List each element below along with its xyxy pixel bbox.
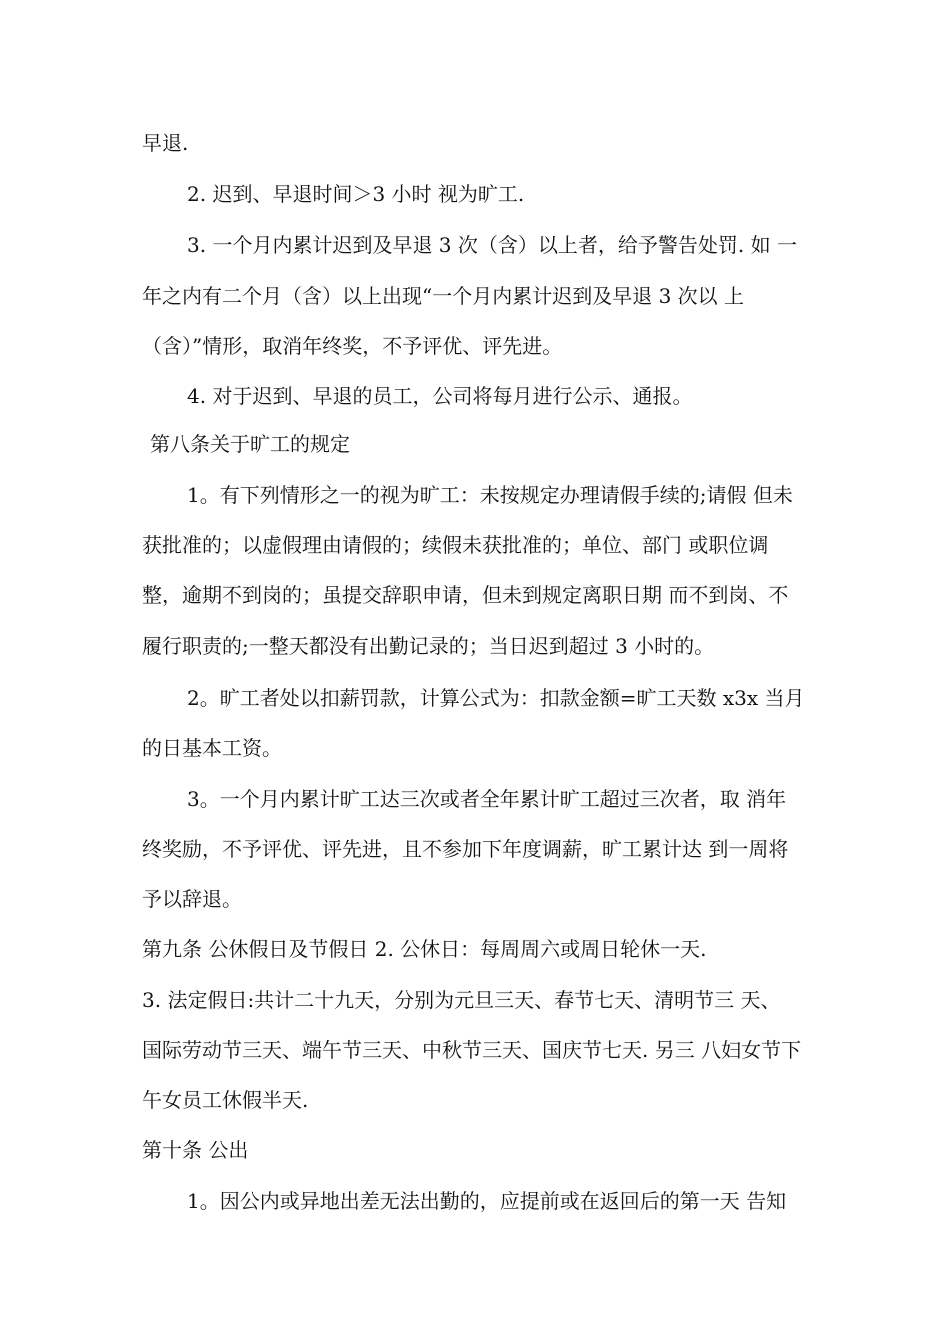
text-line: 年之内有二个月（含）以上出现“一个月内累计迟到及早退 3 次以 上	[142, 284, 745, 308]
text-line: 的日基本工资。	[142, 736, 282, 760]
text-line: 终奖励，不予评优、评先进，且不参加下年度调薪，旷工累计达 到一周将	[142, 837, 789, 861]
text-line: 整，逾期不到岗的；虽提交辞职申请，但未到规定离职日期 而不到岗、不	[142, 583, 789, 607]
text-line: 2. 迟到、早退时间＞3 小时 视为旷工.	[187, 182, 525, 206]
text-line: 3. 法定假日:共计二十九天，分别为元旦三天、春节七天、清明节三 天、	[142, 988, 781, 1012]
text-line: 1。有下列情形之一的视为旷工：未按规定办理请假手续的;请假 但未	[187, 483, 793, 507]
text-line: 早退.	[142, 131, 189, 155]
text-line: 3. 一个月内累计迟到及早退 3 次（含）以上者，给予警告处罚. 如 一	[187, 233, 797, 257]
text-line: 国际劳动节三天、端午节三天、中秋节三天、国庆节七天. 另三 八妇女节下	[142, 1038, 802, 1062]
text-line: 获批准的；以虚假理由请假的；续假未获批准的；单位、部门 或职位调	[142, 533, 769, 557]
section-heading: 第九条 公休假日及节假日 2. 公休日：每周周六或周日轮休一天.	[142, 937, 707, 961]
text-line: 履行职责的;一整天都没有出勤记录的；当日迟到超过 3 小时的。	[142, 634, 715, 658]
text-line: 2。旷工者处以扣薪罚款，计算公式为：扣款金额=旷工天数 x3x 当月	[187, 686, 805, 710]
text-line: 3。一个月内累计旷工达三次或者全年累计旷工超过三次者，取 消年	[187, 787, 787, 811]
text-line: 予以辞退。	[142, 887, 242, 911]
text-line: （含）”情形，取消年终奖，不予评优、评先进。	[142, 334, 563, 358]
text-line: 午女员工休假半天.	[142, 1088, 309, 1112]
section-heading: 第八条关于旷工的规定	[150, 432, 350, 456]
section-heading: 第十条 公出	[142, 1138, 249, 1162]
text-line: 1。因公内或异地出差无法出勤的，应提前或在返回后的第一天 告知	[187, 1189, 787, 1213]
text-line: 4. 对于迟到、早退的员工，公司将每月进行公示、通报。	[187, 384, 693, 408]
